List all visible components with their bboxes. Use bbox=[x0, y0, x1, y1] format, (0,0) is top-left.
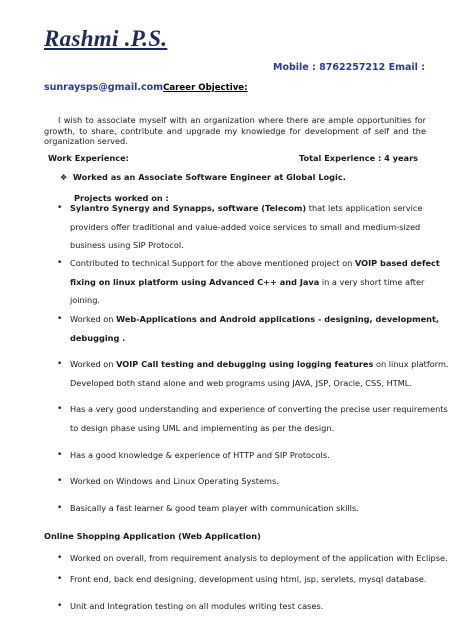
list-item bbox=[57, 404, 448, 441]
bullet-dot-icon: • bbox=[57, 601, 63, 611]
list-item bbox=[57, 574, 432, 593]
list-item-line bbox=[70, 423, 432, 433]
bullet-dot-icon: • bbox=[57, 359, 63, 369]
body-text: Worked on bbox=[70, 314, 117, 324]
emphasis-text: VOIP based defect bbox=[354, 258, 440, 268]
body-text: Worked on bbox=[70, 359, 117, 369]
list-item-line bbox=[70, 295, 432, 305]
bullet-dot-icon: • bbox=[57, 503, 63, 513]
body-text: business using SIP Protocol. bbox=[70, 240, 184, 250]
body-text: joining. bbox=[70, 295, 101, 305]
body-text: to design phase using UML and implementing as per the design. bbox=[70, 422, 335, 433]
list-item bbox=[57, 359, 449, 396]
emphasis-text: Sylantro Synergy and Synapps, software (Telecom) bbox=[70, 203, 307, 213]
list-item-line bbox=[70, 378, 432, 388]
body-text: Basically a fast learner & good team player with communication skills. bbox=[70, 503, 359, 513]
bullet-dot-icon: • bbox=[57, 258, 63, 268]
list-item bbox=[57, 258, 440, 314]
list-item-line bbox=[70, 574, 432, 584]
body-text: Contributed to technical Support for the above mentioned project on bbox=[70, 258, 355, 268]
role-text: Worked as an Associate Software Engineer at Global Logic. bbox=[72, 172, 346, 182]
bullet-dot-icon: • bbox=[57, 314, 63, 324]
list-item-line bbox=[70, 203, 432, 213]
list-item-line bbox=[70, 359, 449, 369]
mobile-line: Mobile : 8762257212 Email : bbox=[273, 62, 425, 73]
bullet-dot-icon: • bbox=[57, 450, 63, 460]
body-text: providers offer traditional and value-added voice services to small and medium-sized bbox=[70, 221, 421, 232]
body-text: Unit and Integration testing on all modules writing test cases. bbox=[70, 601, 324, 611]
email-line bbox=[44, 82, 248, 93]
role-line bbox=[60, 172, 346, 182]
list-item-line bbox=[70, 314, 440, 324]
bullet-dot-icon: • bbox=[57, 203, 63, 213]
bullet-dot-icon: • bbox=[57, 553, 63, 563]
list-item bbox=[57, 203, 432, 259]
body-text: Has a very good understanding and experience of converting the precise user requirements bbox=[70, 404, 448, 414]
bullet-dot-icon: • bbox=[57, 574, 63, 584]
projects-heading: Projects worked on : bbox=[74, 193, 169, 203]
list-item-line bbox=[70, 404, 448, 414]
body-text: Front end, back end designing, development using html, jsp, servlets, mysql database. bbox=[70, 574, 427, 584]
list-item-line bbox=[70, 450, 432, 460]
list-item-line bbox=[70, 222, 432, 232]
body-text: on linux platform. bbox=[373, 359, 449, 369]
body-text: Has a good knowledge & experience of HTTP and SIP Protocols. bbox=[70, 450, 330, 460]
list-item-line bbox=[70, 240, 432, 250]
total-experience: Total Experience : 4 years bbox=[299, 153, 418, 163]
body-text: that lets application service bbox=[306, 203, 423, 213]
list-item bbox=[57, 553, 448, 572]
list-item-line bbox=[70, 503, 432, 513]
objective-heading: Career Objective: bbox=[163, 83, 248, 93]
list-item bbox=[57, 314, 440, 351]
list-item bbox=[57, 503, 432, 522]
emphasis-text: debugging . bbox=[70, 332, 126, 343]
list-item-line bbox=[70, 333, 432, 343]
bullet-dot-icon: • bbox=[57, 476, 63, 486]
list-item-line bbox=[70, 277, 432, 287]
diamond-bullet-icon: ❖ bbox=[60, 173, 68, 182]
body-text: Worked on overall, from requirement analysis to deployment of the application with Eclipse. bbox=[70, 553, 448, 563]
body-text: Developed both stand alone and web programs using JAVA, JSP, Oracle, CSS, HTML. bbox=[70, 377, 412, 388]
emphasis-text: Web-Applications and Android applications - designing, development, bbox=[116, 314, 440, 324]
list-item-line bbox=[70, 476, 432, 486]
objective-text: I wish to associate myself with an organization where there are ample opportunities for growth, to share, contribute and upgrade my knowledge for development of self and the organization served. bbox=[44, 115, 426, 146]
objective-paragraph bbox=[44, 115, 426, 147]
list-item bbox=[57, 450, 432, 469]
body-text: Worked on Windows and Linux Operating Systems. bbox=[70, 476, 279, 486]
list-item bbox=[57, 601, 432, 620]
list-item bbox=[57, 476, 432, 495]
candidate-name: Rashmi .P.S. bbox=[44, 26, 168, 51]
emphasis-text: VOIP Call testing and debugging using logging features bbox=[116, 359, 374, 369]
body-text: in a very short time after bbox=[319, 276, 425, 287]
list-item-line bbox=[70, 601, 432, 611]
project2-title: Online Shopping Application (Web Application) bbox=[44, 531, 261, 541]
list-item-line bbox=[70, 258, 440, 268]
emphasis-text: fixing on linux platform using Advanced C++ and Java bbox=[70, 276, 320, 287]
list-item-line bbox=[70, 553, 448, 563]
bullet-dot-icon: • bbox=[57, 404, 63, 414]
work-experience-label: Work Experience: bbox=[48, 153, 129, 163]
email-address: sunraysps@gmail.com bbox=[44, 82, 164, 93]
